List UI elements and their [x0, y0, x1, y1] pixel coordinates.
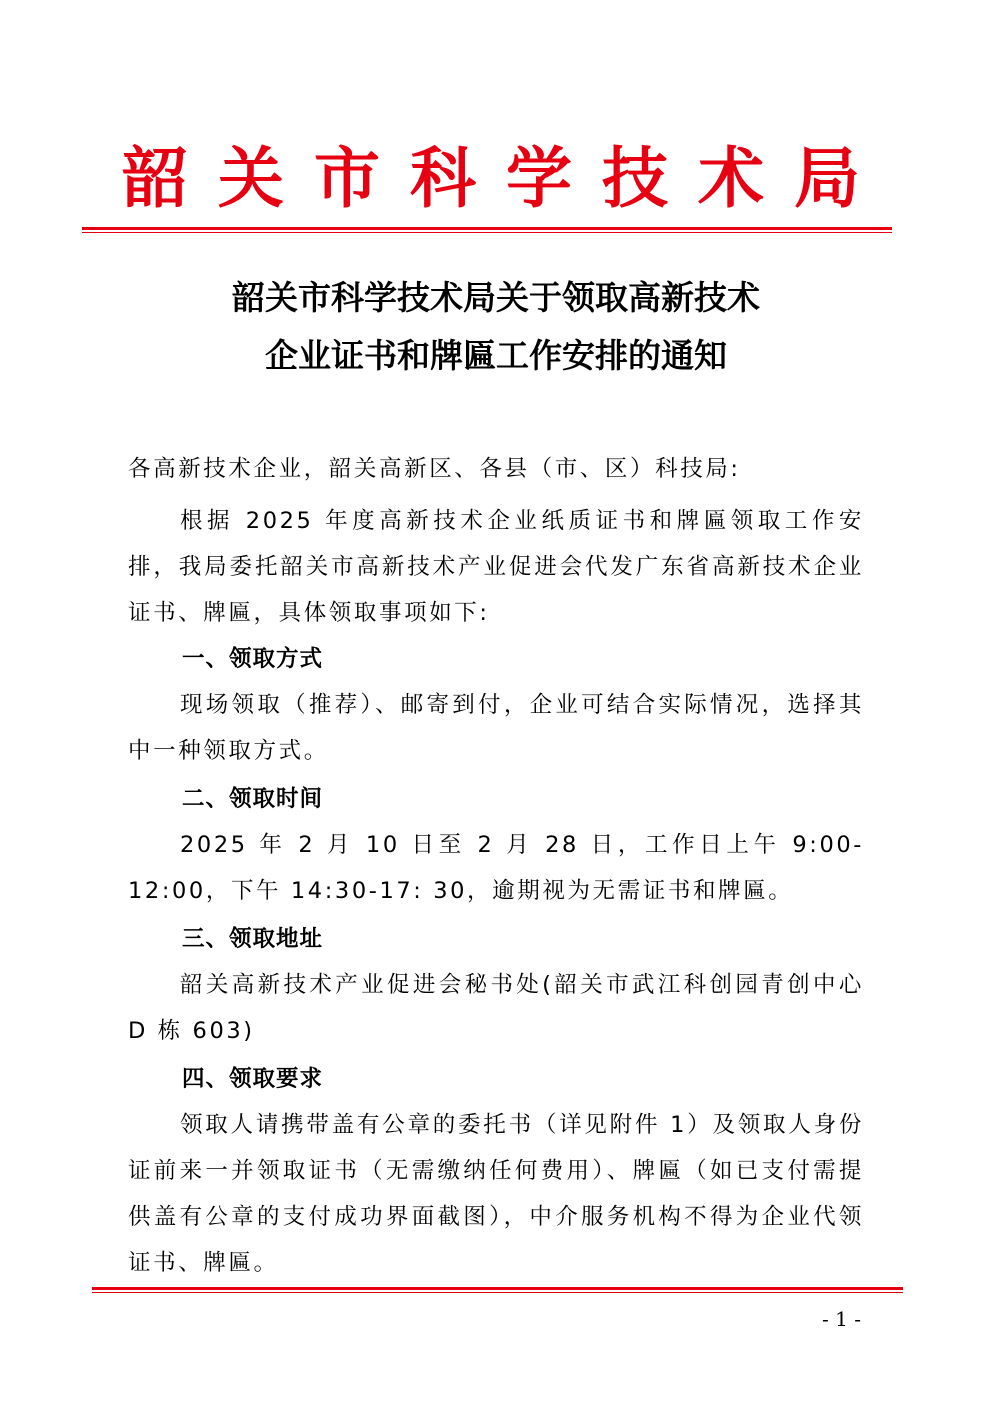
section-3-body: 韶关高新技术产业促进会秘书处(韶关市武江科创园青创中心 D 栋 603) — [128, 972, 864, 1044]
section-1-heading: 一、领取方式 — [182, 646, 324, 672]
document-title-line-1: 韶关市科学技术局关于领取高新技术 — [232, 278, 760, 317]
footer-divider — [92, 1287, 903, 1293]
intro-paragraph: 根据 2025 年度高新技术企业纸质证书和牌匾领取工作安排，我局委托韶关市高新技术产业促进会代发广东省高新技术企业证书、牌匾，具体领取事项如下: — [128, 508, 864, 626]
section-2-body: 2025 年 2 月 10 日至 2 月 28 日，工作日上午 9:00-12:00，下午 14:30-17: 30，逾期视为无需证书和牌匾。 — [128, 832, 864, 904]
section-4-body: 领取人请携带盖有公章的委托书（详见附件 1）及领取人身份证前来一并领取证书（无需缴纳任何费用）、牌匾（如已支付需提供盖有公章的支付成功界面截图），中介服务机构不得为企业代领证书、牌匾。 — [128, 1112, 864, 1276]
section-3-heading: 三、领取地址 — [182, 926, 324, 952]
section-2-heading: 二、领取时间 — [182, 786, 324, 812]
section-1-body: 现场领取（推荐）、邮寄到付，企业可结合实际情况，选择其中一种领取方式。 — [128, 692, 864, 764]
masthead-divider — [82, 227, 892, 233]
page-number: - 1 - — [822, 1307, 861, 1331]
salutation: 各高新技术企业，韶关高新区、各县（市、区）科技局: — [128, 456, 741, 482]
document-title-line-2: 企业证书和牌匾工作安排的通知 — [265, 336, 727, 375]
section-4-heading: 四、领取要求 — [182, 1066, 324, 1092]
masthead-title: 韶关市科学技术局 — [122, 139, 890, 217]
